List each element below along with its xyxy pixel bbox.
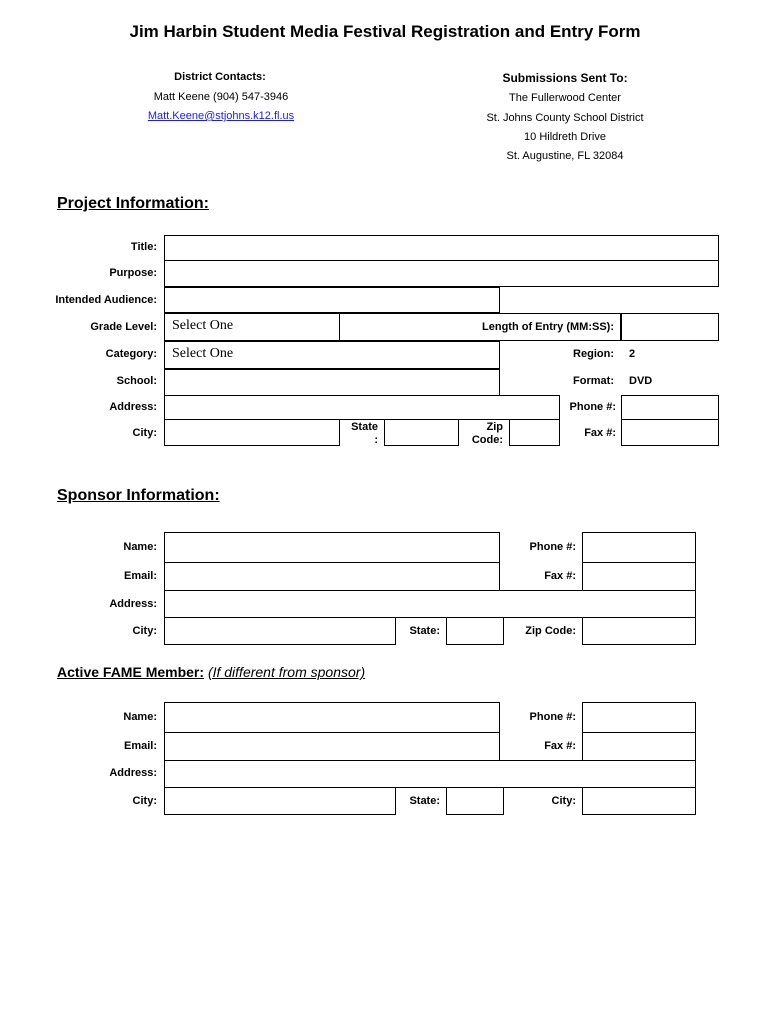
fame-phone-label: Phone #: [529,711,576,723]
length-input[interactable] [621,313,719,341]
fame-name-input[interactable] [164,702,500,733]
length-label: Length of Entry (MM:SS): [482,321,614,333]
city-input[interactable] [164,419,340,446]
region-value: 2 [629,348,636,360]
fame-state-label: State: [409,795,440,807]
fame-phone-input[interactable] [582,702,696,733]
audience-input[interactable] [164,287,500,313]
sponsor-city-label: City: [132,625,157,637]
phone-input[interactable] [621,395,719,420]
fame-subheading: (If different from sponsor) [207,664,366,680]
fame-city-input[interactable] [164,787,396,815]
submission-address-line: St. Johns County School District [486,112,644,124]
sponsor-state-label: State: [409,625,440,637]
format-value: DVD [629,375,653,387]
submissions-heading: Submissions Sent To: [502,71,628,85]
state-input[interactable] [384,419,459,446]
address-input[interactable] [164,395,560,420]
fame-fax-label: Fax #: [544,740,576,752]
sponsor-email-input[interactable] [164,562,500,591]
fame-heading-row [57,664,365,680]
submission-address-line: 10 Hildreth Drive [524,131,606,143]
audience-label: Intended Audience: [55,294,157,306]
city-label: City: [132,427,157,439]
phone-label: Phone #: [569,401,616,413]
fame-email-input[interactable] [164,732,500,761]
fax-input[interactable] [621,419,719,446]
sponsor-name-input[interactable] [164,532,500,563]
fame-city2-input[interactable] [582,787,696,815]
state-label-line1: State [351,421,378,433]
address-label: Address: [109,401,157,413]
form-title: Jim Harbin Student Media Festival Registration and Entry Form [129,22,641,41]
purpose-input[interactable] [164,260,719,287]
category-label: Category: [105,348,157,360]
sponsor-phone-label: Phone #: [529,541,576,553]
submission-address-line: The Fullerwood Center [509,92,621,104]
purpose-label: Purpose: [109,267,157,279]
sponsor-email-label: Email: [123,570,157,582]
sponsor-section-heading: Sponsor Information: [57,487,220,504]
fame-address-label: Address: [109,767,157,779]
fax-label: Fax #: [584,427,616,439]
fame-state-input[interactable] [446,787,504,815]
sponsor-fax-label: Fax #: [544,570,576,582]
contact-email-link[interactable]: Matt.Keene@stjohns.k12.fl.us [147,110,295,122]
sponsor-name-label: Name: [123,541,157,553]
sponsor-address-input[interactable] [164,590,696,618]
school-input[interactable] [164,369,500,396]
zip-label-line1: Zip [486,421,503,433]
zip-input[interactable] [509,419,560,446]
format-label: Format: [573,375,614,387]
fame-city2-label: City: [551,795,576,807]
fame-name-label: Name: [123,711,157,723]
sponsor-phone-input[interactable] [582,532,696,563]
sponsor-zip-label: Zip Code: [525,625,576,637]
title-label: Title: [130,241,157,253]
submission-address-line: St. Augustine, FL 32084 [506,150,624,162]
fame-address-input[interactable] [164,760,696,788]
fame-fax-input[interactable] [582,732,696,761]
state-label-line2: : [374,434,378,446]
sponsor-city-input[interactable] [164,617,396,645]
grade-level-select[interactable]: Select One [164,313,340,341]
project-section-heading: Project Information: [57,195,210,212]
sponsor-fax-input[interactable] [582,562,696,591]
district-contacts-heading: District Contacts: [174,71,266,83]
contact-name-phone: Matt Keene (904) 547-3946 [153,91,289,103]
sponsor-address-label: Address: [109,598,157,610]
region-label: Region: [573,348,614,360]
fame-email-label: Email: [123,740,157,752]
title-input[interactable] [164,235,719,261]
category-select[interactable]: Select One [164,341,500,369]
fame-city-label: City: [132,795,157,807]
sponsor-state-input[interactable] [446,617,504,645]
sponsor-zip-input[interactable] [582,617,696,645]
zip-label-line2: Code: [471,434,503,446]
fame-section-heading: Active FAME Member: [57,664,205,680]
grade-level-label: Grade Level: [90,321,157,333]
school-label: School: [116,375,157,387]
